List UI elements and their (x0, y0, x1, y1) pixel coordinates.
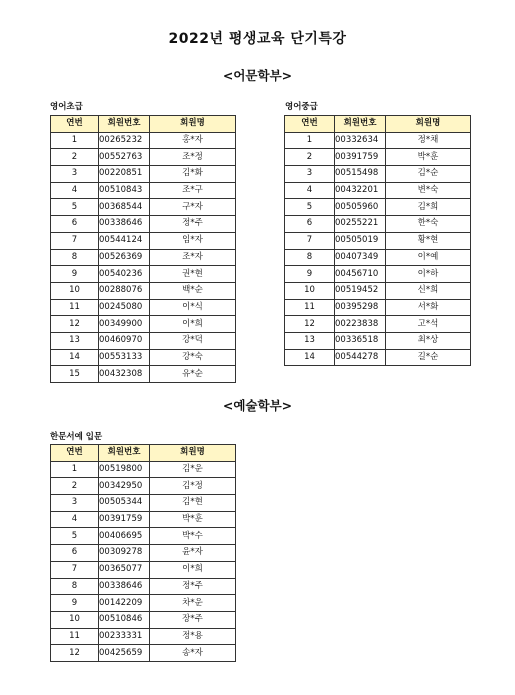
table-row (51, 266, 236, 283)
table-header-row (51, 116, 236, 133)
member-id-cell: 00255221 (335, 216, 386, 233)
member-name-cell: 임*자 (150, 232, 236, 249)
member-id-cell: 00460970 (99, 332, 150, 349)
group-title-english-intermediate: 영어중급 (285, 102, 318, 112)
row-number-cell: 8 (51, 249, 99, 266)
table-row (285, 166, 471, 183)
row-number-cell: 13 (51, 332, 99, 349)
row-number-cell: 9 (51, 595, 99, 612)
table-row (51, 132, 236, 149)
member-name-cell: 변*숙 (386, 182, 471, 199)
row-number-cell: 15 (51, 366, 99, 383)
row-number-cell: 13 (285, 332, 335, 349)
member-id-cell: 00349900 (99, 316, 150, 333)
member-name-cell: 박*훈 (386, 149, 471, 166)
member-id-cell: 00223838 (335, 316, 386, 333)
row-number-cell: 12 (51, 316, 99, 333)
member-id-cell: 00510843 (99, 182, 150, 199)
member-id-cell: 00510846 (99, 611, 150, 628)
member-id-cell: 00336518 (335, 332, 386, 349)
section-title-arts: <예술학부> (222, 398, 293, 413)
group-title-english-beginner: 영어초급 (50, 102, 83, 112)
roster-table-english-beginner (50, 115, 236, 383)
group-title-calligraphy-intro: 한문서예 입문 (50, 432, 103, 442)
table-row (285, 249, 471, 266)
member-name-cell: 박*훈 (150, 511, 236, 528)
roster-table-english-intermediate (284, 115, 471, 366)
row-number-cell: 6 (51, 216, 99, 233)
member-name-cell: 이*희 (150, 561, 236, 578)
member-id-cell: 00425659 (99, 645, 150, 662)
row-number-cell: 4 (51, 182, 99, 199)
member-name-cell: 박*수 (150, 528, 236, 545)
table-row (51, 232, 236, 249)
member-id-cell: 00395298 (335, 299, 386, 316)
table-row (285, 149, 471, 166)
member-name-cell: 장*주 (150, 611, 236, 628)
table-header-row (51, 445, 236, 462)
member-name-cell: 정*용 (150, 628, 236, 645)
row-number-cell: 10 (51, 611, 99, 628)
table-row (285, 199, 471, 216)
row-number-cell: 7 (51, 232, 99, 249)
member-id-cell: 00245080 (99, 299, 150, 316)
column-header-member-id: 회원번호 (335, 116, 386, 133)
member-id-cell: 00288076 (99, 282, 150, 299)
member-id-cell: 00540236 (99, 266, 150, 283)
member-name-cell: 신*희 (386, 282, 471, 299)
table-row (51, 166, 236, 183)
member-name-cell: 정*주 (150, 216, 236, 233)
column-header-member-id: 회원번호 (99, 116, 150, 133)
table-row (285, 232, 471, 249)
member-id-cell: 00553133 (99, 349, 150, 366)
column-header-row-number: 연번 (51, 116, 99, 133)
table-row (285, 299, 471, 316)
row-number-cell: 4 (51, 511, 99, 528)
member-name-cell: 백*순 (150, 282, 236, 299)
row-number-cell: 14 (285, 349, 335, 366)
member-name-cell: 조*자 (150, 249, 236, 266)
column-header-member-name: 회원명 (386, 116, 471, 133)
member-name-cell: 정*주 (150, 578, 236, 595)
row-number-cell: 3 (51, 495, 99, 512)
table-row (51, 316, 236, 333)
row-number-cell: 9 (51, 266, 99, 283)
member-id-cell: 00332634 (335, 132, 386, 149)
member-id-cell: 00391759 (99, 511, 150, 528)
member-name-cell: 차*운 (150, 595, 236, 612)
member-id-cell: 00526369 (99, 249, 150, 266)
table-row (285, 316, 471, 333)
column-header-member-name: 회원명 (150, 445, 236, 462)
member-name-cell: 정*채 (386, 132, 471, 149)
column-header-row-number: 연번 (285, 116, 335, 133)
member-name-cell: 김*정 (150, 478, 236, 495)
member-id-cell: 00544278 (335, 349, 386, 366)
member-id-cell: 00309278 (99, 545, 150, 562)
row-number-cell: 2 (51, 149, 99, 166)
member-name-cell: 이*식 (150, 299, 236, 316)
member-name-cell: 이*예 (386, 249, 471, 266)
member-id-cell: 00391759 (335, 149, 386, 166)
row-number-cell: 12 (51, 645, 99, 662)
row-number-cell: 11 (51, 299, 99, 316)
member-name-cell: 김*운 (150, 461, 236, 478)
table-row (51, 528, 236, 545)
row-number-cell: 11 (51, 628, 99, 645)
table-row (51, 478, 236, 495)
table-row (51, 182, 236, 199)
member-name-cell: 구*자 (150, 199, 236, 216)
row-number-cell: 1 (51, 132, 99, 149)
table-row (51, 511, 236, 528)
row-number-cell: 2 (285, 149, 335, 166)
member-id-cell: 00505019 (335, 232, 386, 249)
member-name-cell: 김*희 (386, 199, 471, 216)
table-row (51, 645, 236, 662)
table-row (51, 216, 236, 233)
table-row (51, 578, 236, 595)
row-number-cell: 11 (285, 299, 335, 316)
member-id-cell: 00338646 (99, 216, 150, 233)
member-name-cell: 길*순 (386, 349, 471, 366)
member-id-cell: 00432308 (99, 366, 150, 383)
member-name-cell: 송*자 (150, 645, 236, 662)
table-row (51, 628, 236, 645)
row-number-cell: 4 (285, 182, 335, 199)
table-row (51, 595, 236, 612)
member-name-cell: 고*석 (386, 316, 471, 333)
member-id-cell: 00342950 (99, 478, 150, 495)
table-row (285, 332, 471, 349)
row-number-cell: 2 (51, 478, 99, 495)
table-row (51, 282, 236, 299)
table-row (51, 332, 236, 349)
table-row (51, 561, 236, 578)
member-id-cell: 00233331 (99, 628, 150, 645)
member-name-cell: 이*희 (150, 316, 236, 333)
table-row (285, 282, 471, 299)
table-row (51, 299, 236, 316)
member-name-cell: 최*상 (386, 332, 471, 349)
member-id-cell: 00544124 (99, 232, 150, 249)
row-number-cell: 5 (285, 199, 335, 216)
row-number-cell: 9 (285, 266, 335, 283)
member-name-cell: 황*현 (386, 232, 471, 249)
column-header-member-name: 회원명 (150, 116, 236, 133)
member-id-cell: 00519452 (335, 282, 386, 299)
row-number-cell: 8 (285, 249, 335, 266)
column-header-row-number: 연번 (51, 445, 99, 462)
member-id-cell: 00515498 (335, 166, 386, 183)
member-name-cell: 서*화 (386, 299, 471, 316)
row-number-cell: 1 (51, 461, 99, 478)
member-id-cell: 00456710 (335, 266, 386, 283)
table-row (51, 249, 236, 266)
row-number-cell: 7 (285, 232, 335, 249)
member-id-cell: 00505960 (335, 199, 386, 216)
member-id-cell: 00142209 (99, 595, 150, 612)
member-id-cell: 00406695 (99, 528, 150, 545)
table-row (51, 349, 236, 366)
row-number-cell: 3 (285, 166, 335, 183)
row-number-cell: 10 (51, 282, 99, 299)
table-row (285, 266, 471, 283)
row-number-cell: 3 (51, 166, 99, 183)
table-row (51, 199, 236, 216)
table-row (285, 182, 471, 199)
table-row (285, 216, 471, 233)
member-name-cell: 김*순 (386, 166, 471, 183)
table-row (51, 545, 236, 562)
table-header-row (285, 116, 471, 133)
row-number-cell: 12 (285, 316, 335, 333)
row-number-cell: 8 (51, 578, 99, 595)
table-row (285, 132, 471, 149)
section-title-language: <어문학부> (222, 68, 293, 83)
table-row (285, 349, 471, 366)
member-id-cell: 00368544 (99, 199, 150, 216)
member-id-cell: 00505344 (99, 495, 150, 512)
member-id-cell: 00432201 (335, 182, 386, 199)
member-name-cell: 조*정 (150, 149, 236, 166)
column-header-member-id: 회원번호 (99, 445, 150, 462)
member-id-cell: 00365077 (99, 561, 150, 578)
row-number-cell: 1 (285, 132, 335, 149)
row-number-cell: 10 (285, 282, 335, 299)
member-name-cell: 홍*자 (150, 132, 236, 149)
table-row (51, 461, 236, 478)
member-name-cell: 김*화 (150, 166, 236, 183)
member-name-cell: 강*덕 (150, 332, 236, 349)
member-id-cell: 00220851 (99, 166, 150, 183)
member-id-cell: 00338646 (99, 578, 150, 595)
table-row (51, 149, 236, 166)
member-name-cell: 강*숙 (150, 349, 236, 366)
row-number-cell: 5 (51, 528, 99, 545)
row-number-cell: 7 (51, 561, 99, 578)
member-id-cell: 00552763 (99, 149, 150, 166)
member-id-cell: 00519800 (99, 461, 150, 478)
table-row (51, 611, 236, 628)
row-number-cell: 5 (51, 199, 99, 216)
member-id-cell: 00265232 (99, 132, 150, 149)
member-name-cell: 이*하 (386, 266, 471, 283)
row-number-cell: 6 (285, 216, 335, 233)
member-name-cell: 윤*자 (150, 545, 236, 562)
member-name-cell: 조*구 (150, 182, 236, 199)
member-id-cell: 00407349 (335, 249, 386, 266)
member-name-cell: 한*숙 (386, 216, 471, 233)
row-number-cell: 14 (51, 349, 99, 366)
member-name-cell: 권*현 (150, 266, 236, 283)
member-name-cell: 유*순 (150, 366, 236, 383)
row-number-cell: 6 (51, 545, 99, 562)
roster-table-calligraphy-intro (50, 444, 236, 662)
document-title: 2022년 평생교육 단기특강 (168, 31, 347, 47)
table-row (51, 366, 236, 383)
table-row (51, 495, 236, 512)
member-name-cell: 김*현 (150, 495, 236, 512)
